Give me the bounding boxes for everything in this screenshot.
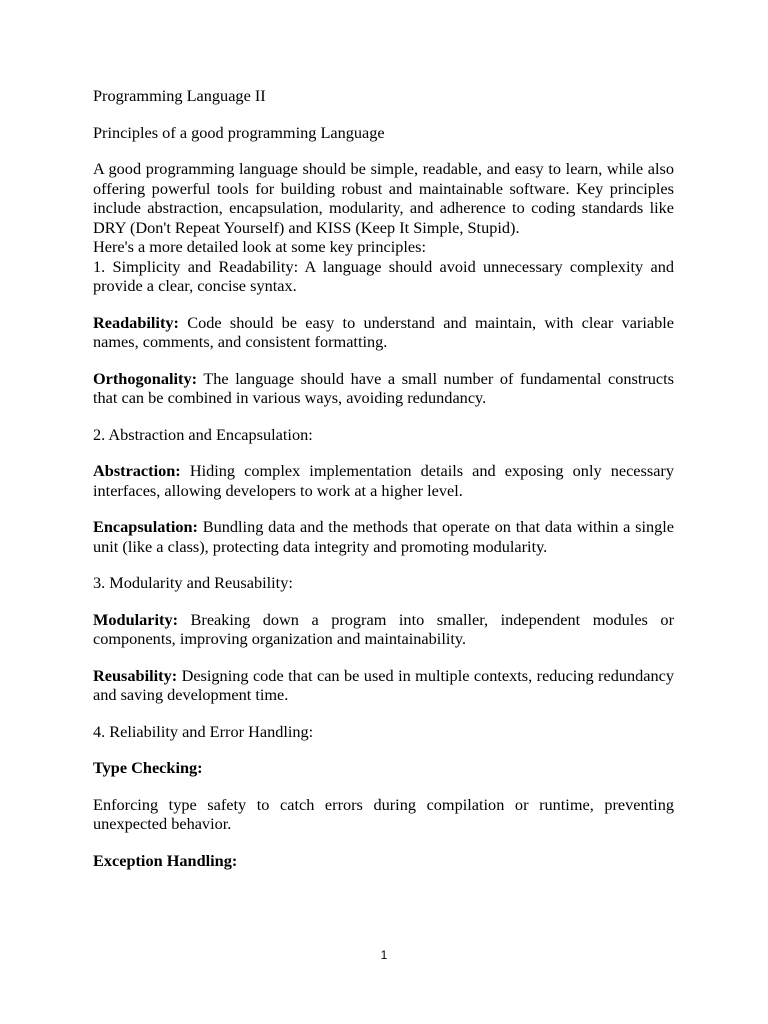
modularity-paragraph [93,610,674,649]
encapsulation-paragraph [93,517,674,556]
orthogonality-text: The language should have a small number of fundamental constructs that can be combined in various ways, avoiding redundancy. [93,368,674,407]
document-subtitle: Principles of a good programming Language [93,122,385,142]
exception-handling-heading [93,851,674,871]
readability-term: Readability: [93,312,179,332]
intro-paragraph: A good programming language should be simple, readable, and easy to learn, while also offering powerful tools for building robust and maintainable software. Key principles include abstraction, encapsulation, modularity, and adherence to coding standards like DRY (Don't Repeat Yourself) and KISS (Keep It Simple, Stupid). [93,159,674,237]
abstraction-text: Hiding complex implementation details and exposing only necessary interfaces, allowing developers to work at a higher level. [93,461,674,500]
type-checking-term: Type Checking: [93,758,203,777]
abstraction-term: Abstraction: [93,461,181,480]
abstraction-paragraph [93,461,674,500]
modularity-text: Breaking down a program into smaller, independent modules or components, improving organization and maintainability. [93,609,674,648]
page-number: 1 [380,948,388,962]
encapsulation-text: Bundling data and the methods that operate on that data within a single unit (like a class), protecting data integrity and promoting modularity. [93,517,674,556]
section-2-heading: 2. Abstraction and Encapsulation: [93,424,313,444]
reusability-paragraph [93,666,674,705]
document-page [93,86,674,870]
lead-in-text: Here's a more detailed look at some key principles: [93,237,426,256]
section-1-heading: 1. Simplicity and Readability: A language should avoid unnecessary complexity and provide a clear, concise syntax. [93,256,674,295]
reusability-term: Reusability: [93,665,178,685]
readability-text: Code should be easy to understand and maintain, with clear variable names, comments, and consistent formatting. [93,312,675,351]
orthogonality-term: Orthogonality: [93,368,198,388]
reusability-text: Designing code that can be used in multiple contexts, reducing redundancy and saving development time. [93,665,674,704]
document-title: Programming Language II [93,86,266,105]
section-3-heading: 3. Modularity and Reusability: [93,573,293,592]
modularity-term: Modularity: [93,609,179,629]
encapsulation-term: Encapsulation: [93,517,198,536]
type-checking-paragraph: Enforcing type safety to catch errors during compilation or runtime, preventing unexpected behavior. [93,794,674,833]
section-4-heading: 4. Reliability and Error Handling: [93,721,314,741]
type-checking-heading [93,758,674,778]
exception-handling-term: Exception Handling: [93,850,238,870]
readability-paragraph [93,313,674,352]
orthogonality-paragraph [93,369,674,408]
